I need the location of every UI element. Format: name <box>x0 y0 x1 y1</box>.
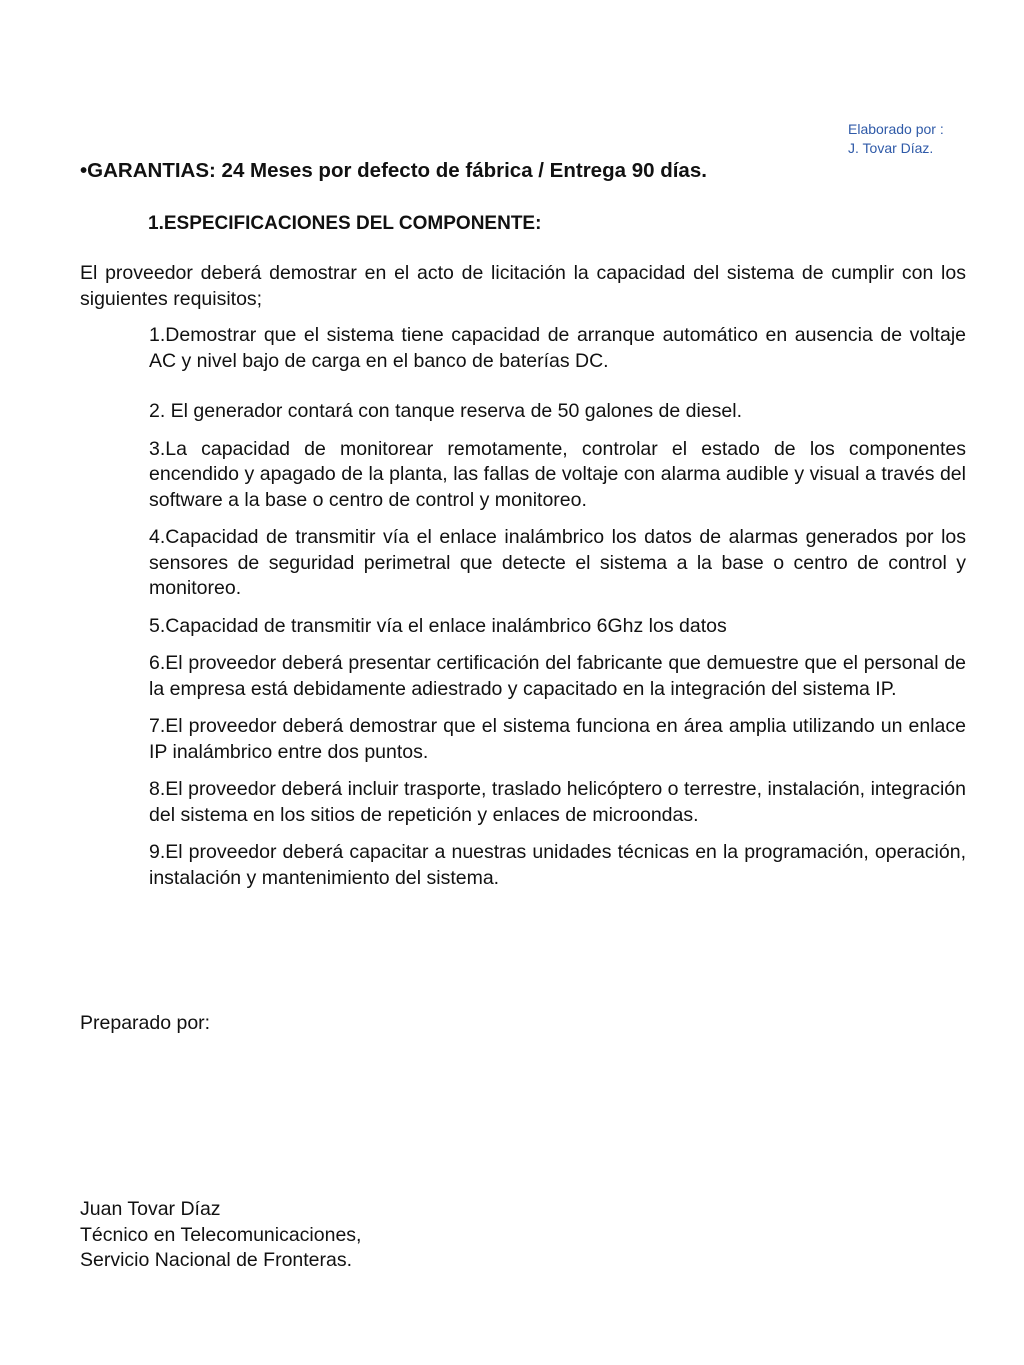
prepared-by-label: Preparado por: <box>80 1012 211 1034</box>
requirement-item: 6.El proveedor deberá presentar certificación del fabricante que demuestre que el personal de la empresa está debidamente adiestrado y capacitado en la integración del sistema IP. <box>149 652 966 700</box>
signer-organization: Servicio Nacional de Fronteras. <box>80 1249 353 1271</box>
intro-paragraph: El proveedor deberá demostrar en el acto de licitación la capacidad del sistema de cumplir con los siguientes requisitos; <box>80 262 966 310</box>
requirement-item: 4.Capacidad de transmitir vía el enlace inalámbrico los datos de alarmas generados por los sensores de seguridad perimetral que detecte el sistema a la base o centro de control y monitoreo. <box>149 526 966 599</box>
signature-block <box>80 1197 361 1274</box>
requirement-item: 5.Capacidad de transmitir vía el enlace inalámbrico 6Ghz los datos <box>149 614 727 637</box>
warranty-heading: •GARANTIAS: 24 Meses por defecto de fábrica / Entrega 90 días. <box>80 159 707 182</box>
requirement-item: 1.Demostrar que el sistema tiene capacidad de arranque automático en ausencia de voltaje AC y nivel bajo de carga en el banco de baterías DC. <box>149 324 966 372</box>
credit-author: J. Tovar Díaz. <box>848 140 934 156</box>
author-credit <box>848 120 944 158</box>
credit-label: Elaborado por : <box>848 121 944 137</box>
signer-title: Técnico en Telecomunicaciones, <box>80 1223 362 1246</box>
requirement-item: 2. El generador contará con tanque reserva de 50 galones de diesel. <box>149 400 742 422</box>
section-title: 1.ESPECIFICACIONES DEL COMPONENTE: <box>148 213 542 234</box>
requirement-item: 9.El proveedor deberá capacitar a nuestras unidades técnicas en la programación, operación, instalación y mantenimiento del sistema. <box>149 841 966 889</box>
requirement-item: 7.El proveedor deberá demostrar que el sistema funciona en área amplia utilizando un enlace IP inalámbrico entre dos puntos. <box>149 715 966 763</box>
requirement-item: 3.La capacidad de monitorear remotamente, controlar el estado de los componentes encendido y apagado de la planta, las fallas de voltaje con alarma audible y visual a través del software a la base o centro de control y monitoreo. <box>149 437 966 511</box>
requirement-item: 8.El proveedor deberá incluir trasporte, traslado helicóptero o terrestre, instalación, integración del sistema en los sitios de repetición y enlaces de microondas. <box>149 778 966 826</box>
requirements-list <box>149 323 966 903</box>
signer-name: Juan Tovar Díaz <box>80 1198 221 1220</box>
